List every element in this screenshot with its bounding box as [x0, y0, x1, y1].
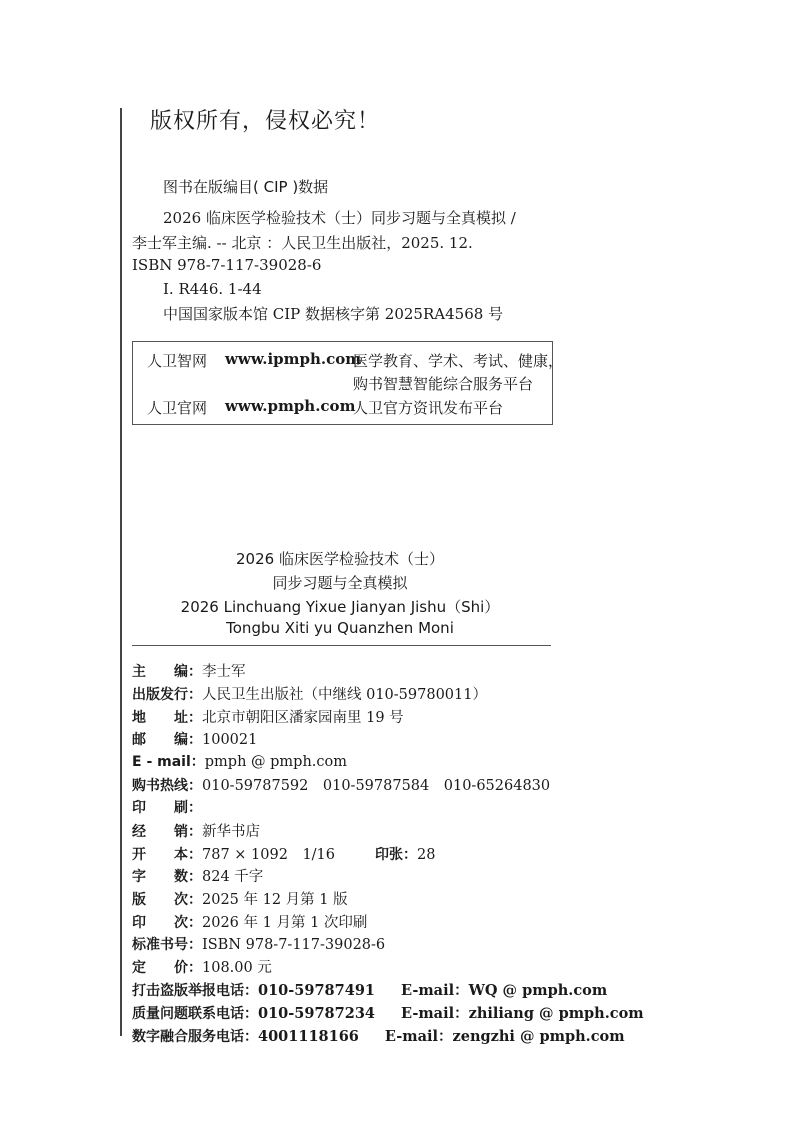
cip-line: 李士军主编. -- 北京 ：人民卫生出版社，2025. 12.: [132, 234, 473, 252]
info-row: 印 刷：: [132, 800, 202, 816]
info-row: E - mail：pmph @ pmph.com: [132, 754, 347, 770]
book-title-en: 2026 Linchuang Yixue Jianyan Jishu（Shi）: [180, 598, 500, 616]
info-row: 邮 编：100021: [132, 732, 258, 748]
contact-row: 质量问题联系电话：010-59787234 E-mail：zhiliang @ pmph.com: [132, 1005, 644, 1022]
book-title-cn: 同步习题与全真模拟: [272, 574, 408, 592]
info-row: 出版发行：人民卫生出版社（中继线 010-59780011）: [132, 687, 487, 703]
cip-line: Ⅰ. R446. 1-44: [163, 280, 262, 298]
platform-name: 人卫官网: [147, 399, 208, 417]
copyright-notice: 版权所有，侵权必究！: [150, 109, 381, 134]
contact-row: 打击盗版举报电话：010-59787491 E-mail：WQ @ pmph.com: [132, 982, 608, 999]
contact-row: 数字融合服务电话：4001118166 E-mail：zengzhi @ pmph.com: [132, 1028, 625, 1045]
platform-box: [132, 341, 564, 425]
cip-heading: 图书在版编目( CIP )数据: [163, 178, 329, 196]
platform-url[interactable]: www.ipmph.com: [225, 350, 362, 368]
info-row: 标准书号：ISBN 978-7-117-39028-6: [132, 937, 386, 953]
cip-line: 中国国家版本馆 CIP 数据核字第 2025RA4568 号: [163, 305, 504, 323]
platform-desc: 医学教育、学术、考试、健康，: [353, 352, 564, 370]
platform-desc: 人卫官方资讯发布平台: [353, 399, 504, 417]
platform-url[interactable]: www.pmph.com: [225, 397, 356, 415]
divider: [132, 645, 551, 646]
info-row: 开 本：787 × 1092 1/16 印张：28: [132, 847, 436, 863]
info-row: 主 编：李士军: [132, 664, 246, 680]
info-row: 购书热线：010-59787592 010-59787584 010-65264830: [132, 778, 551, 794]
platform-desc: 购书智慧智能综合服务平台: [353, 375, 534, 393]
platform-name: 人卫智网: [147, 352, 208, 370]
info-row: 地 址：北京市朝阳区潘家园南里 19 号: [132, 710, 404, 726]
cip-line: 2026 临床医学检验技术（士）同步习题与全真模拟 /: [163, 209, 516, 227]
info-row: 字 数：824 千字: [132, 869, 264, 885]
book-title-cn: 2026 临床医学检验技术（士）: [236, 550, 444, 568]
cip-line: ISBN 978-7-117-39028-6: [132, 256, 322, 274]
book-title-en: Tongbu Xiti yu Quanzhen Moni: [226, 619, 454, 637]
info-row: 经 销：新华书店: [132, 824, 260, 840]
info-row: 定 价：108.00 元: [132, 960, 272, 976]
vertical-margin-line: [120, 108, 122, 1036]
info-row: 印 次：2026 年 1 月第 1 次印刷: [132, 915, 368, 931]
info-row: 版 次：2025 年 12 月第 1 版: [132, 892, 348, 908]
